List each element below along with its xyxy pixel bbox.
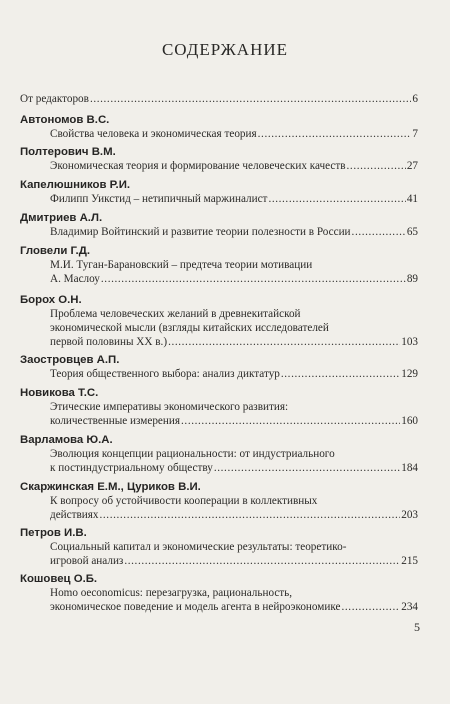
toc-line [20, 447, 418, 461]
dot-leader [214, 461, 400, 475]
toc-line [20, 400, 418, 414]
toc-entry-title: первой половины XX в.) [50, 336, 168, 348]
toc-entry-title: Социальный капитал и экономические результаты: теоретико- [50, 541, 347, 553]
toc-line [20, 127, 418, 141]
toc-line [20, 586, 418, 600]
dot-leader [347, 159, 406, 173]
toc-entry-title: Проблема человеческих желаний в древнекитайской [50, 308, 301, 320]
toc-entry [20, 293, 418, 349]
toc-entry [20, 178, 418, 206]
toc-line [20, 367, 418, 381]
dot-leader [168, 335, 400, 349]
toc-line [20, 554, 418, 568]
toc-line [20, 494, 418, 508]
toc-author: Новикова Т.С. [20, 387, 99, 399]
toc-page-number: 184 [401, 462, 418, 474]
toc-author: Скаржинская Е.М., Цуриков В.И. [20, 481, 201, 493]
toc-entry [20, 526, 418, 568]
toc-entry-title: Эволюция концепции рациональности: от индустриального [50, 448, 335, 460]
toc-author: Капелюшников Р.И. [20, 179, 131, 191]
dot-leader [101, 272, 406, 286]
toc-entry-title: Филипп Уикстид – нетипичный маржиналист [50, 193, 268, 205]
toc-page-number: 27 [406, 160, 418, 172]
toc-line [20, 192, 418, 206]
toc-entry-title: От редакторов [20, 93, 89, 105]
toc-author: Варламова Ю.А. [20, 434, 113, 446]
toc-entry-title: К вопросу об устойчивости кооперации в коллективных [50, 495, 318, 507]
dot-leader [268, 192, 405, 206]
toc-entry [20, 92, 418, 106]
toc-entry-title: Экономическая теория и формирование человеческих качеств [50, 160, 346, 172]
toc-entry-title: количественные измерения [50, 415, 181, 427]
toc-author: Петров И.В. [20, 527, 87, 539]
dot-leader [281, 367, 400, 381]
toc-entry-title: Владимир Войтинский и развитие теории полезности в России [50, 226, 351, 238]
dot-leader [124, 554, 400, 568]
toc-entry-title: А. Маслоу [50, 273, 100, 285]
toc-entry [20, 572, 418, 614]
toc-entry [20, 211, 418, 239]
toc-page-number: 41 [406, 193, 418, 205]
toc-entry-title: экономической мысли (взгляды китайских исследователей [50, 322, 329, 334]
toc-entry [20, 113, 418, 141]
page-number: 5 [414, 620, 420, 634]
toc-page-number: 65 [406, 226, 418, 238]
toc-entry [20, 244, 418, 286]
toc-author: Борох О.Н. [20, 294, 82, 306]
toc-page-number: 129 [401, 368, 418, 380]
toc-page-number: 234 [401, 601, 418, 613]
toc-line [20, 272, 418, 286]
toc-line [20, 414, 418, 428]
toc-page-number: 103 [401, 336, 418, 348]
toc-entry [20, 353, 418, 381]
toc-author: Дмитриев А.Л. [20, 212, 103, 224]
toc-entry-title: экономическое поведение и модель агента в нейроэкономике [50, 601, 341, 613]
toc-entry [20, 386, 418, 428]
toc-line [20, 321, 418, 335]
toc-entry-title: Homo oeconomicus: перезагрузка, рациональность, [50, 587, 293, 599]
toc-entry-title: Свойства человека и экономическая теория [50, 128, 257, 140]
toc-line [20, 258, 418, 272]
toc-entry-title: действиях [50, 509, 99, 521]
toc-line [20, 225, 418, 239]
toc-line [20, 508, 418, 522]
toc-line [20, 92, 418, 106]
toc-line [20, 307, 418, 321]
toc-author: Заостровцев А.П. [20, 354, 120, 366]
toc-line [20, 461, 418, 475]
toc-page-number: 215 [401, 555, 418, 567]
toc-line [20, 159, 418, 173]
toc-author: Кошовец О.Б. [20, 573, 98, 585]
toc-line [20, 600, 418, 614]
dot-leader [100, 508, 401, 522]
toc-author: Автономов В.С. [20, 114, 110, 126]
toc-entry-title: М.И. Туган-Барановский – предтеча теории мотивации [50, 259, 313, 271]
toc-author: Полтерович В.М. [20, 146, 116, 158]
page-title: СОДЕРЖАНИЕ [161, 40, 289, 59]
toc-entry [20, 480, 418, 522]
toc-page-number: 160 [401, 415, 418, 427]
dot-leader [181, 414, 400, 428]
toc-entry-title: Этические императивы экономического развития: [50, 401, 289, 413]
dot-leader [90, 92, 411, 106]
toc-entry [20, 145, 418, 173]
toc-page-number: 203 [401, 509, 418, 521]
toc-entry-title: игровой анализ [50, 555, 124, 567]
toc-author: Гловели Г.Д. [20, 245, 90, 257]
dot-leader [342, 600, 401, 614]
dot-leader [352, 225, 406, 239]
toc-line [20, 335, 418, 349]
toc-page-number: 89 [406, 273, 418, 285]
toc-line [20, 540, 418, 554]
toc-page-number: 7 [412, 128, 418, 140]
dot-leader [258, 127, 412, 141]
toc-entry-title: Теория общественного выбора: анализ диктатур [50, 368, 280, 380]
toc-page-number: 6 [412, 93, 418, 105]
toc-entry [20, 433, 418, 475]
toc-entry-title: к постиндустриальному обществу [50, 462, 213, 474]
